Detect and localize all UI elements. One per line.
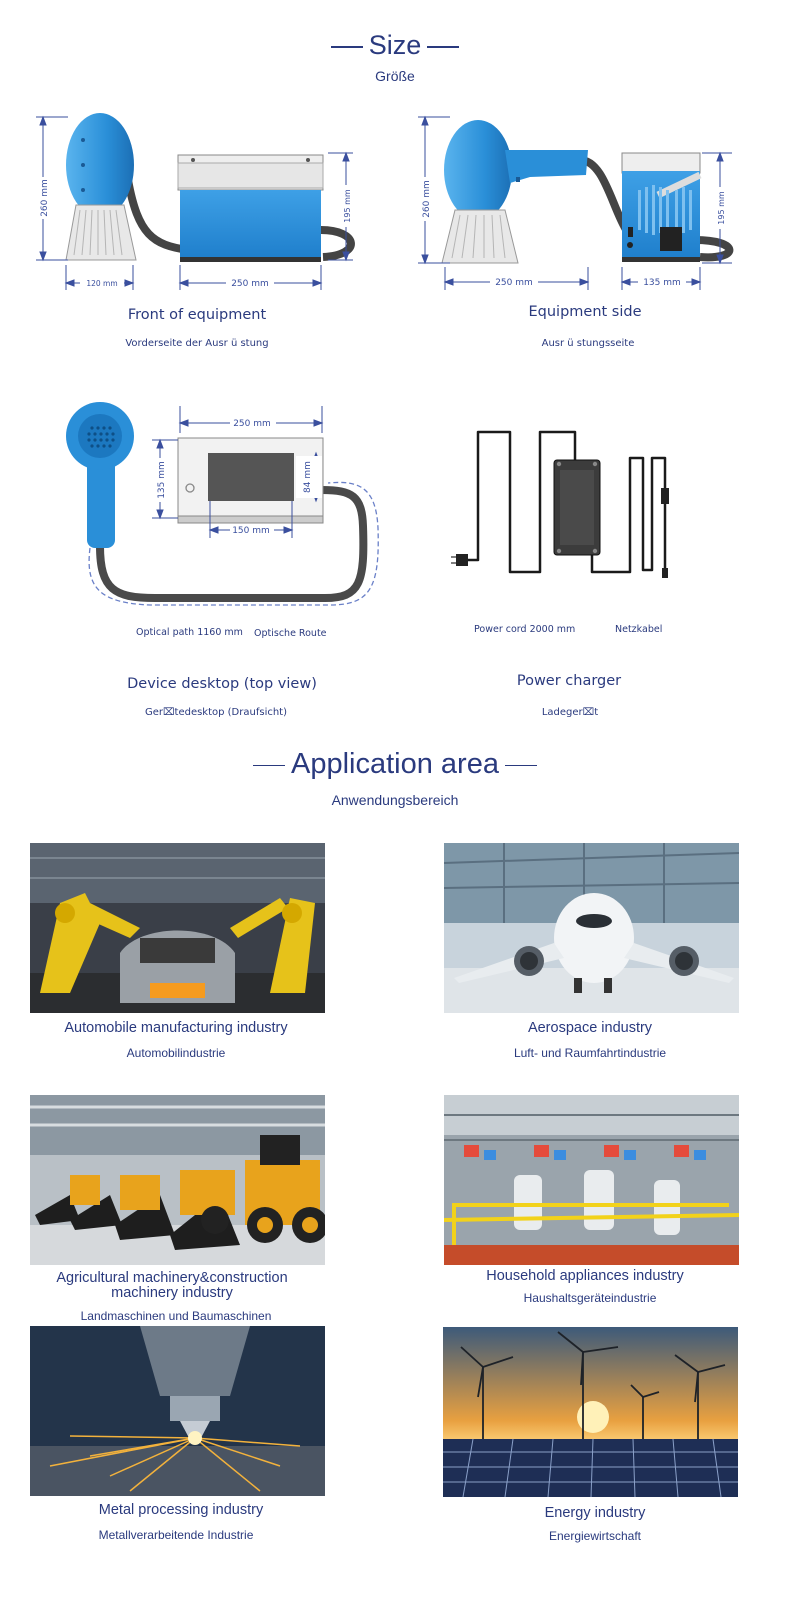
side-dim-width-box: 135 mm — [643, 278, 681, 288]
size-section-subtitle: Größe — [375, 68, 415, 84]
wind-solar-sunset-photo — [443, 1327, 738, 1497]
front-caption-subtitle: Vorderseite der Ausr ü stung — [125, 338, 269, 349]
front-dim-height-left: 260 mm — [40, 179, 50, 217]
power-charger-diagram — [450, 420, 690, 580]
top-caption-title: Device desktop (top view) — [127, 676, 317, 692]
charger-caption-title: Power charger — [516, 673, 622, 689]
application-section-subtitle: Anwendungsbereich — [331, 792, 459, 808]
optical-route-label: Optische Route — [254, 628, 327, 639]
front-dim-width-box: 250 mm — [231, 279, 269, 289]
size-section-title: Size — [0, 30, 790, 61]
app-subtitle-aerospace: Luft- und Raumfahrtindustrie — [513, 1046, 667, 1060]
front-dim-height-box: 195 mm — [343, 189, 352, 223]
app-title-agricultural-line1: Agricultural machinery&construction — [56, 1270, 288, 1286]
app-title-aerospace: Aerospace industry — [527, 1020, 653, 1036]
app-subtitle-energy: Energiewirtschaft — [548, 1529, 642, 1543]
app-title-energy: Energy industry — [544, 1505, 646, 1521]
front-dim-width-gun: 120 mm — [86, 279, 118, 288]
app-subtitle-household: Haushaltsgeräteindustrie — [523, 1291, 657, 1305]
side-caption-title: Equipment side — [528, 304, 642, 320]
app-title-metal: Metal processing industry — [98, 1502, 264, 1518]
charger-caption-subtitle: Ladeger⌧t — [541, 707, 599, 718]
side-dim-height-left: 260 mm — [422, 180, 432, 218]
top-dim-screen-height: 84 mm — [303, 461, 313, 493]
top-dim-depth: 135 mm — [157, 461, 167, 499]
title-line-left — [331, 46, 363, 48]
app-title-agricultural-line2: machinery industry — [111, 1285, 233, 1301]
wheel-loaders-photo — [30, 1095, 325, 1265]
top-dim-width: 250 mm — [233, 419, 271, 429]
appliance-production-line-photo — [444, 1095, 739, 1265]
title-line-left — [253, 765, 285, 767]
front-caption-title: Front of equipment — [127, 307, 267, 323]
app-title-household: Household appliances industry — [486, 1268, 684, 1284]
application-section-title: Application area — [0, 748, 790, 781]
top-view-diagram — [60, 398, 390, 618]
power-cord-label: Power cord 2000 mm — [474, 624, 576, 635]
side-dim-width-gun: 250 mm — [495, 278, 533, 288]
power-cord-de-label: Netzkabel — [615, 624, 663, 635]
front-equipment-diagram — [28, 105, 373, 300]
airplane-hangar-photo — [444, 843, 739, 1013]
side-caption-subtitle: Ausr ü stungsseite — [541, 338, 635, 349]
laser-cutting-sparks-photo — [30, 1326, 325, 1496]
app-title-agricultural — [12, 1271, 332, 1301]
app-subtitle-agricultural: Landmaschinen und Baumaschinen — [80, 1309, 272, 1323]
app-title-automobile: Automobile manufacturing industry — [64, 1020, 288, 1036]
app-subtitle-automobile: Automobilindustrie — [126, 1046, 226, 1060]
side-dim-height-box: 195 mm — [717, 191, 726, 225]
top-caption-subtitle: Ger⌧tedesktop (Draufsicht) — [144, 707, 288, 718]
title-line-right — [427, 46, 459, 48]
side-equipment-diagram — [410, 105, 755, 300]
app-subtitle-metal: Metallverarbeitende Industrie — [98, 1528, 254, 1542]
optical-path-label: Optical path 1160 mm — [136, 627, 243, 638]
car-factory-robots-photo — [30, 843, 325, 1013]
top-dim-screen-width: 150 mm — [232, 526, 270, 536]
title-line-right — [505, 765, 537, 767]
